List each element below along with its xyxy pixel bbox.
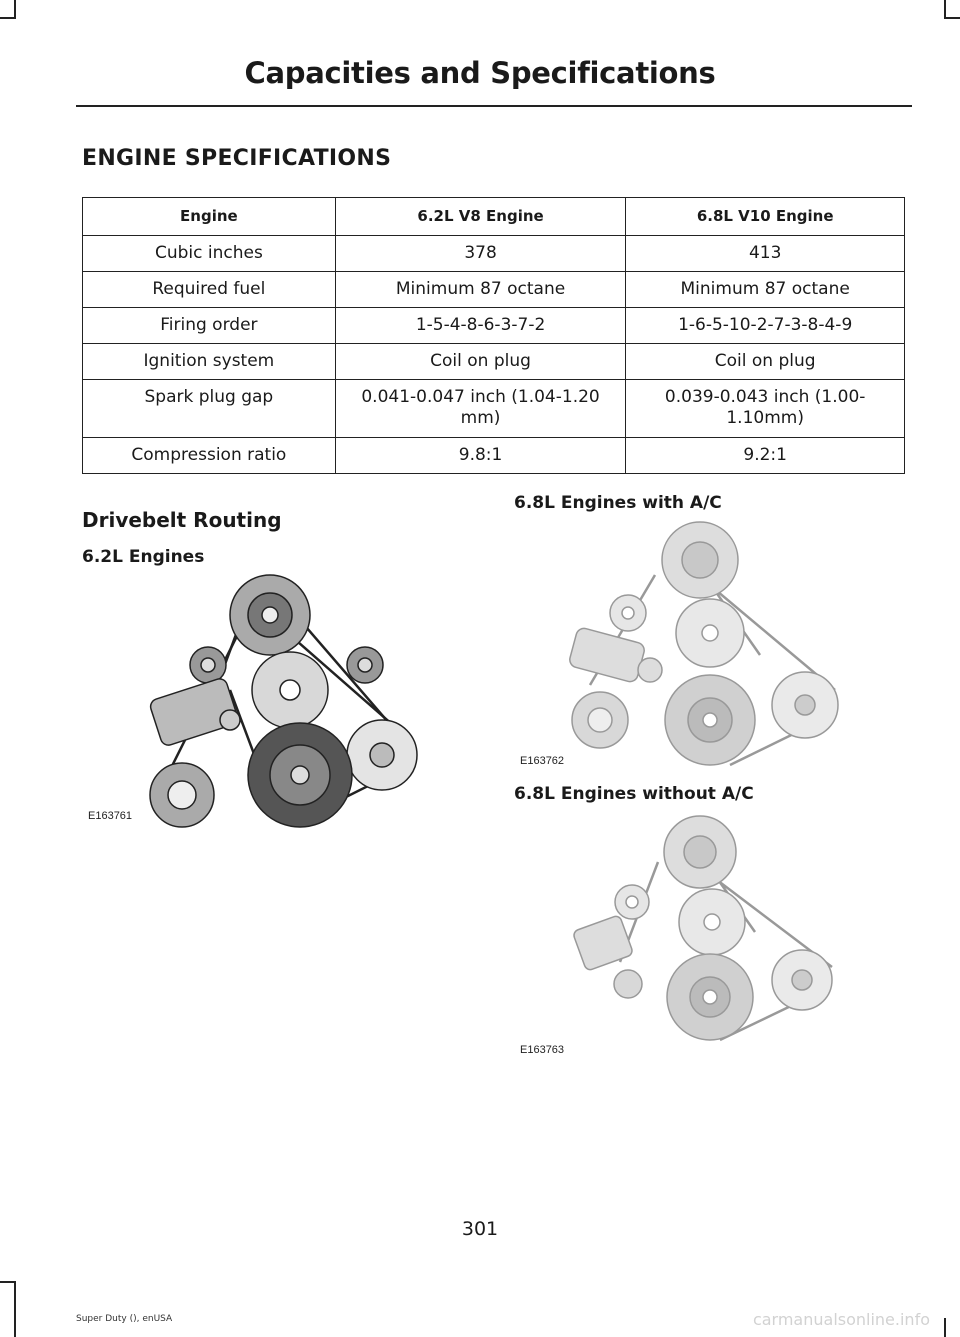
table-row (83, 272, 905, 308)
crop-mark (14, 1282, 16, 1337)
drivebelt-diagram-68l-noac (570, 812, 850, 1052)
fig-68-noac-heading: 6.8L Engines without A/C (514, 784, 754, 804)
table-cell: Minimum 87 octane (335, 272, 626, 308)
fig-68-ac-code: E163762 (520, 755, 565, 767)
title-rule (76, 105, 912, 107)
crop-mark (944, 0, 946, 18)
table-row (83, 236, 905, 272)
table-header-row (83, 198, 905, 236)
table-cell: Coil on plug (335, 344, 626, 380)
table-cell: Required fuel (83, 272, 336, 308)
table-cell: Ignition system (83, 344, 336, 380)
table-cell: 1-5-4-8-6-3-7-2 (335, 308, 626, 344)
table-row (83, 308, 905, 344)
crop-mark (0, 1281, 16, 1283)
fig-62-code: E163761 (88, 810, 133, 822)
table-cell: 413 (626, 236, 905, 272)
section-title: ENGINE SPECIFICATIONS (82, 146, 392, 171)
table-cell: Firing order (83, 308, 336, 344)
fig-68-noac-code: E163763 (520, 1044, 565, 1056)
table-cell: 378 (335, 236, 626, 272)
table-header-cell: Engine (83, 198, 336, 236)
table-cell: 0.041-0.047 inch (1.04-1.20 mm) (335, 380, 626, 438)
table-row (83, 438, 905, 474)
footer-doc-info: Super Duty (), enUSA (76, 1314, 173, 1324)
page-title: Capacities and Specifications (244, 56, 716, 90)
crop-mark (14, 0, 16, 18)
table-header-cell: 6.8L V10 Engine (626, 198, 905, 236)
table-cell: 9.8:1 (335, 438, 626, 474)
table-cell: 9.2:1 (626, 438, 905, 474)
page-number: 301 (461, 1218, 499, 1240)
crop-mark (944, 1318, 946, 1337)
table-cell: Minimum 87 octane (626, 272, 905, 308)
fig-68-ac-heading: 6.8L Engines with A/C (514, 493, 722, 513)
engine-specs-table (82, 197, 905, 474)
table-cell: Cubic inches (83, 236, 336, 272)
drivebelt-diagram-62l (110, 570, 430, 830)
table-cell: Compression ratio (83, 438, 336, 474)
crop-mark (0, 17, 16, 19)
crop-mark (944, 17, 960, 19)
table-header-cell: 6.2L V8 Engine (335, 198, 626, 236)
drivebelt-diagram-68l-ac (560, 515, 850, 775)
table-cell: 1-6-5-10-2-7-3-8-4-9 (626, 308, 905, 344)
watermark: carmanualsonline.info (752, 1310, 930, 1329)
table-row (83, 380, 905, 438)
drivebelt-routing-heading: Drivebelt Routing (82, 508, 282, 532)
table-cell: 0.039-0.043 inch (1.00-1.10mm) (626, 380, 905, 438)
fig-62-heading: 6.2L Engines (82, 547, 205, 567)
table-row (83, 344, 905, 380)
table-cell: Spark plug gap (83, 380, 336, 438)
table-cell: Coil on plug (626, 344, 905, 380)
